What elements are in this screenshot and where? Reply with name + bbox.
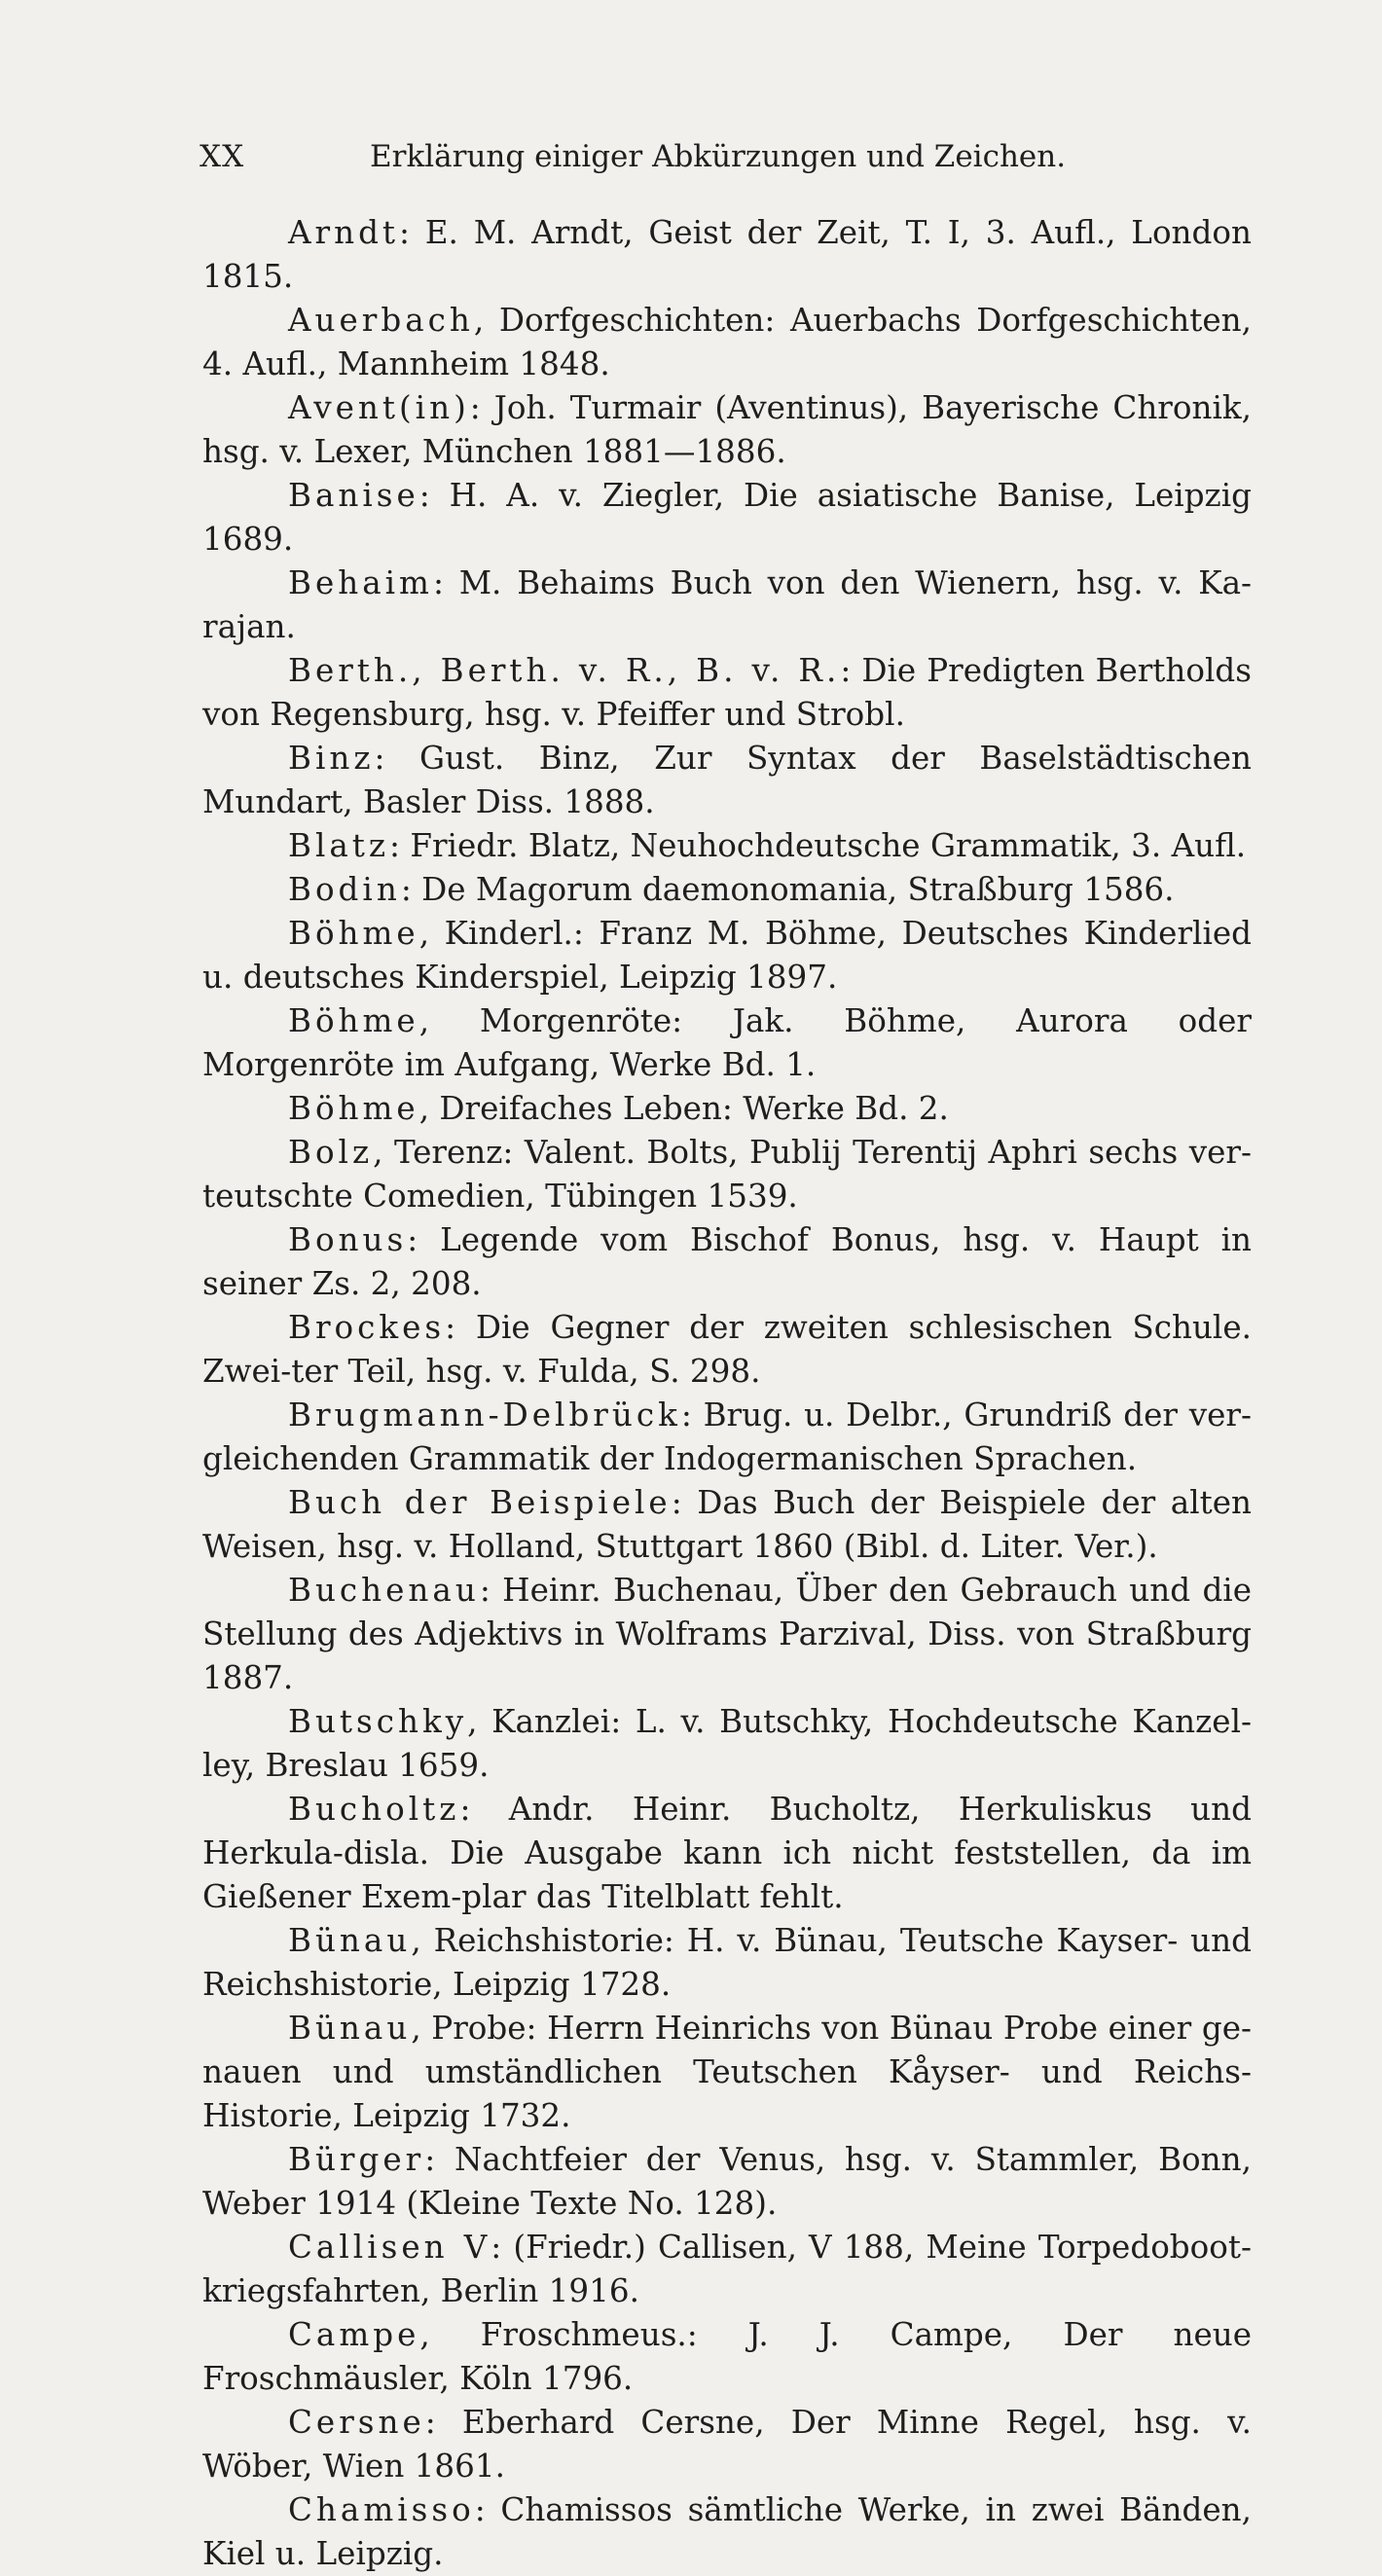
entry-banise (202, 474, 1252, 562)
entry-lemma: Chamisso (288, 2491, 475, 2528)
entry-lemma: Buchenau (288, 1572, 480, 1609)
entry-text: : M. Behaims Buch von den Wienern, hsg. v. Ka-rajan. (202, 564, 1252, 645)
entry-text: : De Magorum daemonomania, Straßburg 1586. (400, 871, 1175, 908)
entry-boehme-morgenroete (202, 999, 1252, 1087)
entry-text: : Joh. Turmair (Aventinus), Bayerische Chronik, hsg. v. Lexer, München 1881—1886. (202, 389, 1252, 470)
entry-text: : Nachtfeier der Venus, hsg. v. Stammler, Bonn, Weber 1914 (Kleine Texte No. 128). (202, 2141, 1252, 2222)
running-header (200, 139, 1270, 178)
entry-buerger (202, 2138, 1252, 2226)
entry-text: , Kinderl.: Franz M. Böhme, Deutsches Kinderlied u. deutsches Kinderspiel, Leipzig 1897. (202, 915, 1252, 996)
entry-lemma: Bucholtz (288, 1791, 460, 1828)
entry-text: : Legende vom Bischof Bonus, hsg. v. Haupt in seiner Zs. 2, 208. (202, 1221, 1252, 1302)
entry-text: : Andr. Heinr. Bucholtz, Herkuliskus und Herkula-disla. Die Ausgabe kann ich nicht feststellen, da im Gießener Exem-plar das Titelblatt fehlt. (202, 1791, 1252, 1915)
entry-lemma: Behaim (288, 564, 433, 601)
entry-lemma: Berth., Berth. v. R., B. v. R. (288, 652, 841, 689)
entry-arndt (202, 211, 1252, 299)
entry-text: , Terenz: Valent. Bolts, Publij Terentij Aphri sechs ver-teutschte Comedien, Tübingen 1539. (202, 1134, 1252, 1215)
entry-lemma: Cersne (288, 2404, 425, 2441)
entry-lemma: Böhme (288, 1002, 419, 1039)
entry-text: , Froschmeus.: J. J. Campe, Der neue Froschmäusler, Köln 1796. (202, 2316, 1252, 2397)
entry-buch-der-beispiele (202, 1481, 1252, 1569)
entry-text: , Reichshistorie: H. v. Bünau, Teutsche Kayser- und Reichshistorie, Leipzig 1728. (202, 1922, 1252, 2003)
entry-buchenau (202, 1569, 1252, 1700)
entry-bucholtz (202, 1788, 1252, 1919)
entry-text: : (Friedr.) Callisen, V 188, Meine Torpedoboot-kriegsfahrten, Berlin 1916. (202, 2229, 1252, 2309)
entry-brugmann-delbrueck (202, 1394, 1252, 1481)
entry-auerbach (202, 299, 1252, 386)
entry-lemma: Binz (288, 740, 375, 777)
entry-buenau-reichshistorie (202, 1919, 1252, 2007)
entry-lemma: Arndt (288, 214, 400, 251)
entry-text: : Das Buch der Beispiele der alten Weisen, hsg. v. Holland, Stuttgart 1860 (Bibl. d. Liter. Ver.). (202, 1484, 1252, 1565)
entry-binz (202, 737, 1252, 824)
entry-lemma: Blatz (288, 827, 390, 864)
entry-text: : Die Predigten Bertholds von Regensburg, hsg. v. Pfeiffer und Strobl. (202, 652, 1252, 733)
entry-buenau-probe (202, 2007, 1252, 2138)
running-title: Erklärung einiger Abkürzungen und Zeichen. (370, 139, 1067, 174)
page-number: XX (200, 139, 245, 174)
entry-text: : Eberhard Cersne, Der Minne Regel, hsg. v. Wöber, Wien 1861. (202, 2404, 1252, 2485)
entry-lemma: Bolz (288, 1134, 374, 1171)
entry-boehme-kinderl (202, 912, 1252, 999)
abbreviation-list (202, 211, 1252, 2576)
entry-boehme-dreifaches-leben (202, 1087, 1252, 1131)
entry-text: , Morgenröte: Jak. Böhme, Aurora oder Morgenröte im Aufgang, Werke Bd. 1. (202, 1002, 1252, 1083)
entry-bodin (202, 868, 1252, 912)
entry-lemma: Avent(in) (288, 389, 470, 426)
entry-brockes (202, 1306, 1252, 1394)
entry-campe (202, 2313, 1252, 2401)
entry-text: , Dreifaches Leben: Werke Bd. 2. (418, 1090, 949, 1127)
entry-text: , Probe: Herrn Heinrichs von Bünau Probe einer ge-nauen und umständlichen Teutschen Kåyser- und Reichs-Historie, Leipzig 1732. (202, 2010, 1252, 2134)
entry-text: : Chamissos sämtliche Werke, in zwei Bänden, Kiel u. Leipzig. (202, 2491, 1252, 2572)
entry-lemma: Bonus (288, 1221, 408, 1258)
entry-aventin (202, 386, 1252, 474)
entry-text: : H. A. v. Ziegler, Die asiatische Banise, Leipzig 1689. (202, 477, 1252, 558)
entry-lemma: Böhme (288, 915, 419, 952)
entry-cersne (202, 2401, 1252, 2488)
entry-lemma: Bürger (288, 2141, 425, 2178)
entry-callisen (202, 2226, 1252, 2313)
entry-lemma: Butschky (288, 1703, 468, 1740)
entry-lemma: Bünau (288, 1922, 412, 1959)
entry-text: : E. M. Arndt, Geist der Zeit, T. I, 3. Aufl., London 1815. (202, 214, 1252, 295)
entry-berthold (202, 649, 1252, 737)
entry-lemma: Bünau (288, 2010, 412, 2047)
entry-lemma: Bodin (288, 871, 401, 908)
entry-lemma: Brugmann-Delbrück (288, 1397, 681, 1433)
entry-text: : Die Gegner der zweiten schlesischen Schule. Zwei-ter Teil, hsg. v. Fulda, S. 298. (202, 1309, 1252, 1390)
entry-text: , Dorfgeschichten: Auerbachs Dorfgeschichten, 4. Aufl., Mannheim 1848. (202, 302, 1252, 382)
entry-text: : Friedr. Blatz, Neuhochdeutsche Grammatik, 3. Aufl. (389, 827, 1247, 864)
entry-butschky (202, 1700, 1252, 1788)
entry-lemma: Böhme (288, 1090, 419, 1127)
entry-behaim (202, 562, 1252, 649)
entry-bonus (202, 1218, 1252, 1306)
entry-blatz (202, 824, 1252, 868)
entry-text: : Heinr. Buchenau, Über den Gebrauch und die Stellung des Adjektivs in Wolframs Parzival, Diss. von Straßburg 1887. (202, 1572, 1252, 1696)
entry-text: , Kanzlei: L. v. Butschky, Hochdeutsche Kanzel-ley, Breslau 1659. (202, 1703, 1252, 1784)
entry-lemma: Banise (288, 477, 419, 514)
entry-chamisso (202, 2488, 1252, 2576)
entry-text: : Brug. u. Delbr., Grundriß der ver-gleichenden Grammatik der Indogermanischen Sprachen. (202, 1397, 1252, 1477)
entry-lemma: Auerbach (288, 302, 474, 339)
entry-text: : Gust. Binz, Zur Syntax der Baselstädtischen Mundart, Basler Diss. 1888. (202, 740, 1252, 820)
entry-lemma: Callisen V (288, 2229, 491, 2266)
entry-bolz (202, 1131, 1252, 1218)
entry-lemma: Brockes (288, 1309, 446, 1346)
entry-lemma: Buch der Beispiele (288, 1484, 672, 1521)
entry-lemma: Campe (288, 2316, 420, 2353)
